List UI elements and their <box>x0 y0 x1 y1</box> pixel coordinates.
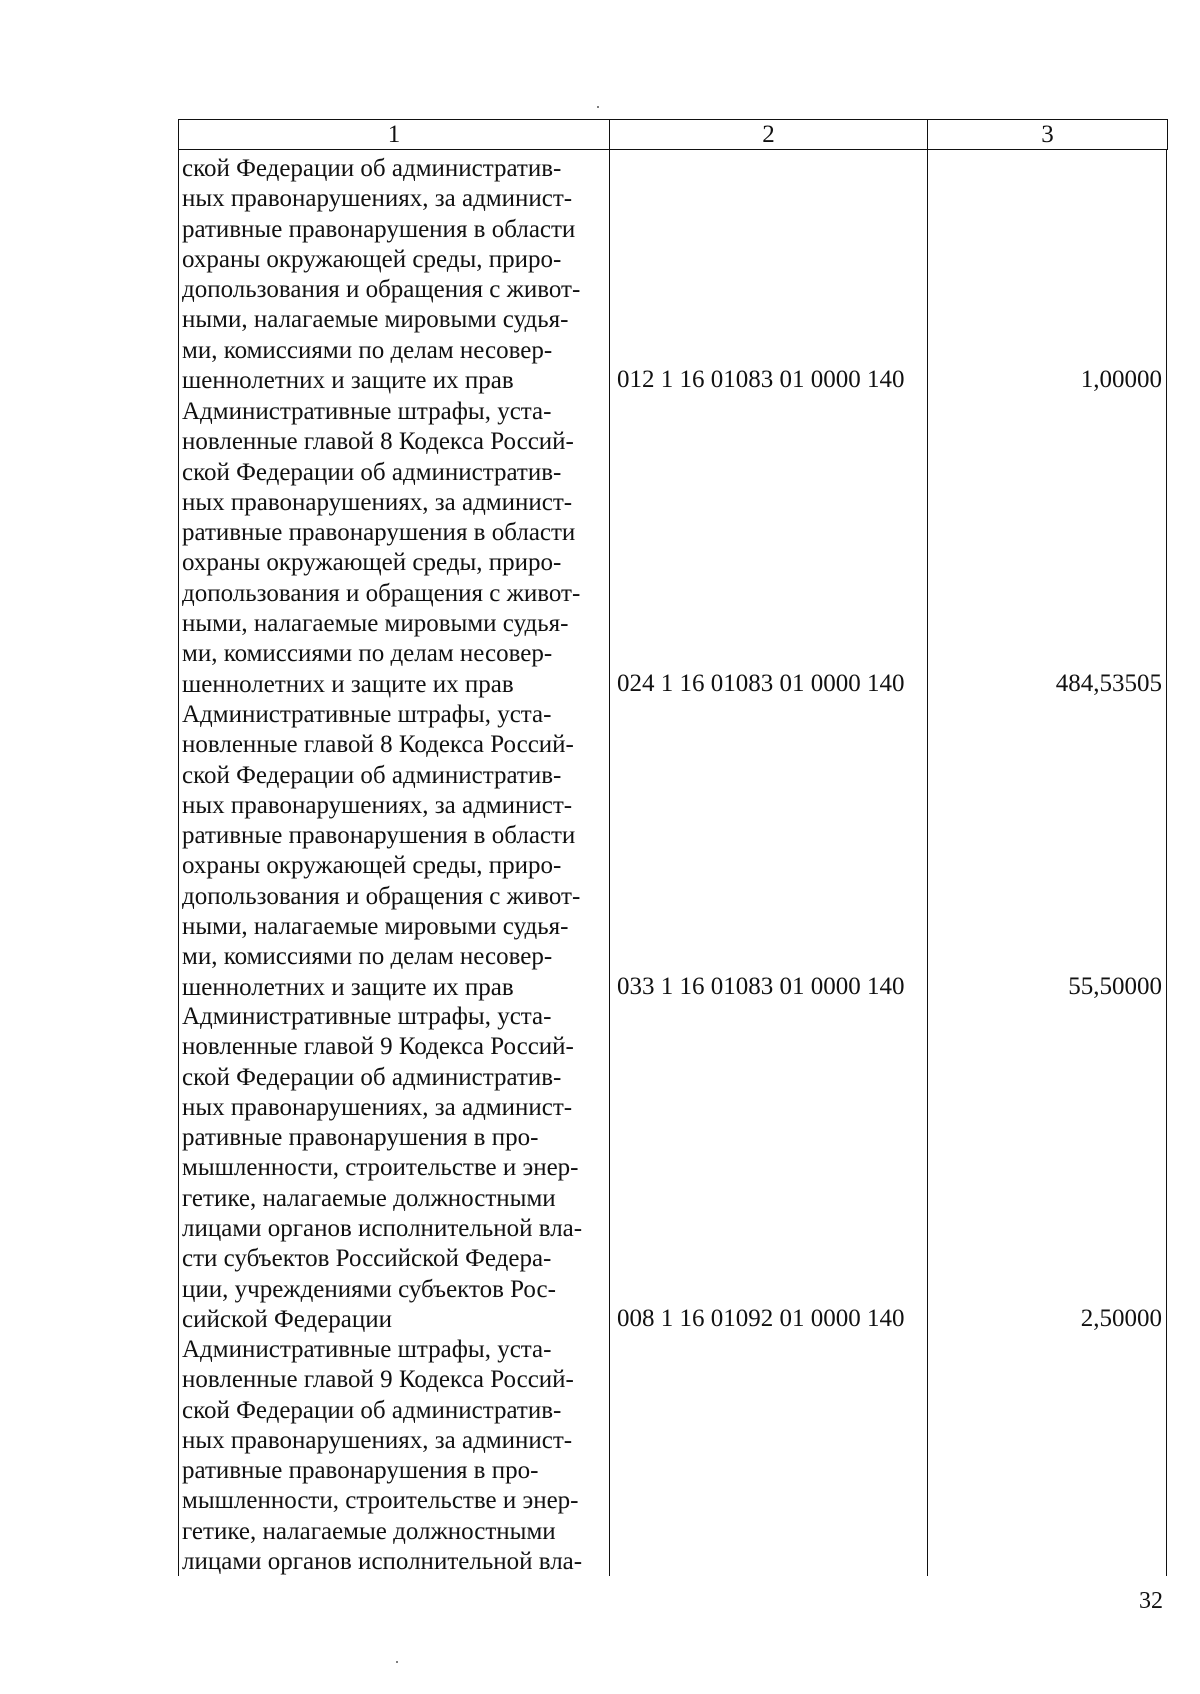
row-3-amount: 55,50000 <box>1068 973 1162 1000</box>
row-1-description: ской Федерации об административ- ных правонарушениях, за админист- ративные правонарушения в области охраны окружающей среды, приро- допользования и обращения с живот- ными, налагаемые мировыми судья- ми, комиссиями по делам несовер- шеннолетних и защите их прав <box>182 155 581 395</box>
scan-speck <box>597 106 599 108</box>
header-col-2: 2 <box>610 120 928 149</box>
row-3-description: Административные штрафы, уста- новленные главой 8 Кодекса Россий- ской Федерации об административ- ных правонарушениях, за админист- ративные правонарушения в области охраны окружающей среды, приро- допользования и обращения с живот- ными, налагаемые мировыми судья- ми, комиссиями по делам несовер- шеннолетних и защите их прав <box>182 701 581 1001</box>
row-1-code: 012 1 16 01083 01 0000 140 <box>617 366 905 393</box>
table-border-left <box>178 150 179 1576</box>
table-header-row <box>178 119 1168 150</box>
row-4-code: 008 1 16 01092 01 0000 140 <box>617 1305 905 1332</box>
header-col-3: 3 <box>1041 121 1054 148</box>
row-5-description: Административные штрафы, уста- новленные главой 9 Кодекса Россий- ской Федерации об административ- ных правонарушениях, за админист- ративные правонарушения в про- мышленности, строительстве и энер- гетике, налагаемые должностными лицами органов исполнительной вла- <box>182 1336 583 1576</box>
row-3-code: 033 1 16 01083 01 0000 140 <box>617 973 905 1000</box>
table-divider-1 <box>609 150 610 1576</box>
row-4-description: Административные штрафы, уста- новленные главой 9 Кодекса Россий- ской Федерации об административ- ных правонарушениях, за админист- ративные правонарушения в про- мышленности, строительстве и энер- гетике, налагаемые должностными лицами органов исполнительной вла- сти субъектов Российской Федера- ции, учреждениями субъектов Рос- сийской Федерации <box>182 1003 583 1333</box>
row-2-code: 024 1 16 01083 01 0000 140 <box>617 670 905 697</box>
table-border-right <box>1166 150 1167 1576</box>
scan-speck <box>396 1661 398 1663</box>
row-1-amount: 1,00000 <box>1080 366 1162 393</box>
header-col-1: 1 <box>179 120 610 149</box>
table-divider-2 <box>927 150 928 1576</box>
row-4-amount: 2,50000 <box>1080 1305 1162 1332</box>
row-2-description: Административные штрафы, уста- новленные главой 8 Кодекса Россий- ской Федерации об административ- ных правонарушениях, за админист- ративные правонарушения в области охраны окружающей среды, приро- допользования и обращения с живот- ными, налагаемые мировыми судья- ми, комиссиями по делам несовер- шеннолетних и защите их прав <box>182 398 581 698</box>
page-number: 32 <box>1139 1588 1163 1614</box>
row-2-amount: 484,53505 <box>1055 670 1162 697</box>
